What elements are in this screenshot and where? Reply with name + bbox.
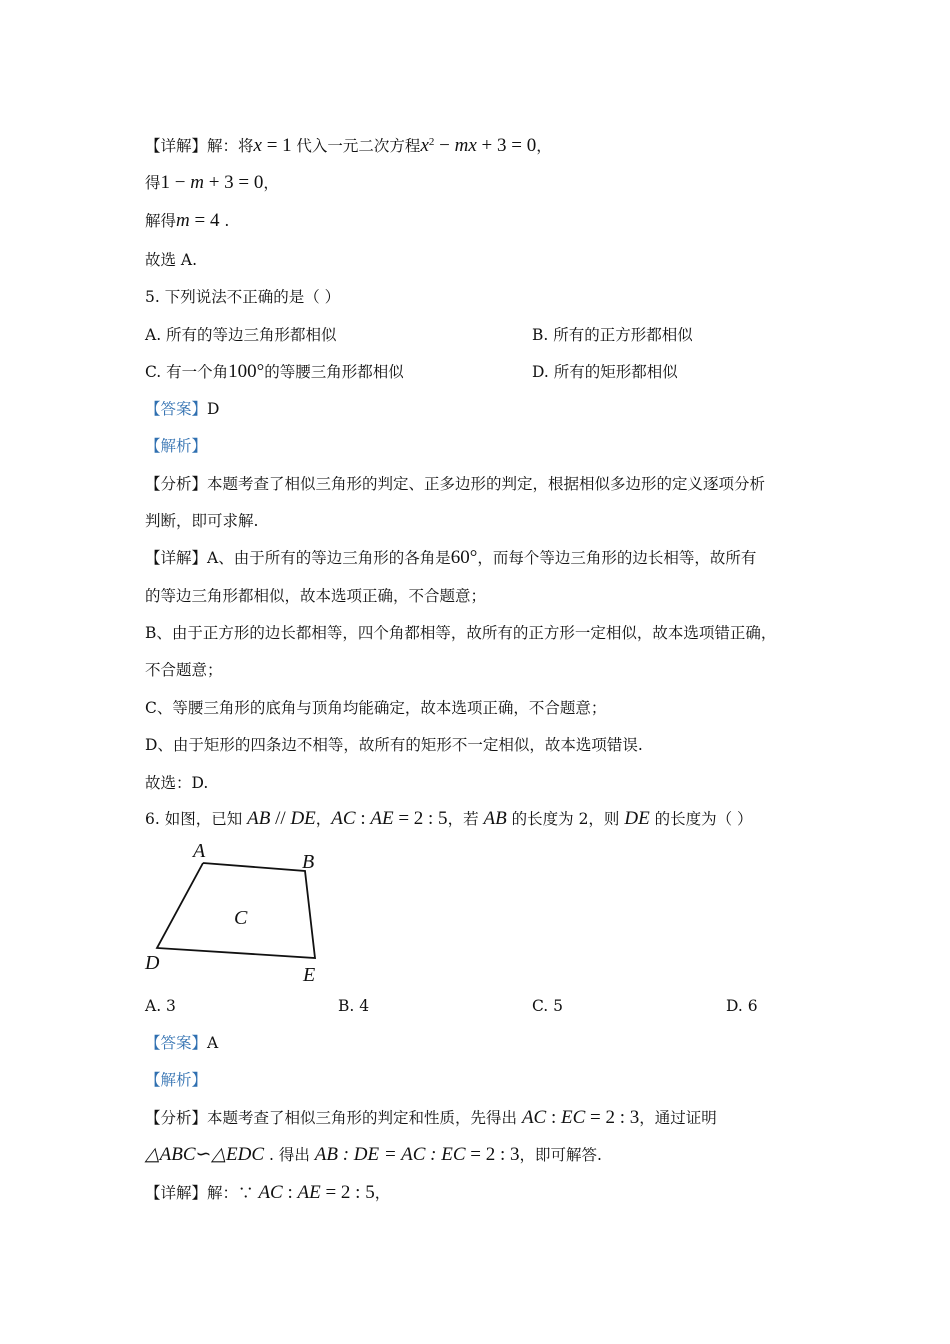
punct: ，: [536, 137, 552, 156]
answer-value: D: [207, 400, 220, 418]
text: C. 有一个角: [145, 363, 229, 381]
math-var: DE: [290, 808, 316, 829]
math-var: AC: [521, 1107, 547, 1128]
math-var: EC: [561, 1107, 586, 1128]
text: 【分析】本题考查了相似三角形的判定和性质，先得出: [145, 1109, 522, 1127]
q6-option-d: D. 6: [726, 997, 758, 1015]
q5-analysis-tag: 【解析】: [145, 437, 208, 455]
math-var: x: [468, 135, 477, 157]
q6-option-b: B. 4: [338, 997, 370, 1015]
q5-answer: [145, 399, 219, 419]
q5-detail-line-5: C、等腰三角形的底角与顶角均能确定，故本选项正确，不合题意；: [145, 699, 607, 717]
q6-detail-line-1: 【详解】解：∵ AC : AE = 2 : 5，: [145, 1182, 391, 1203]
math-var: △EDC: [211, 1144, 265, 1165]
math-var: m: [176, 210, 190, 231]
question-6-stem: [145, 809, 753, 829]
q5-detail-line-4: 不合题意；: [145, 661, 223, 679]
text: 得: [145, 174, 161, 192]
math-var: x: [420, 135, 429, 157]
q6-option-a: A. 3: [145, 997, 176, 1015]
text: 的长度为（ ）: [649, 810, 753, 828]
math-var: AB: [483, 808, 507, 829]
math-var: AC: [258, 1182, 283, 1203]
solution-line-3: [145, 211, 229, 231]
select-line: 故选 A.: [145, 251, 198, 269]
text: ，通过证明: [639, 1109, 717, 1127]
text: 的等腰三角形都相似: [264, 363, 404, 381]
math-text: 1 −: [160, 172, 191, 193]
q5-detail-line-1: [145, 548, 756, 568]
geometry-figure: [140, 838, 340, 988]
question-5-stem: 5. 下列说法不正确的是（ ）: [145, 288, 341, 306]
q6-option-c: C. 5: [532, 997, 564, 1015]
math-var: AB : DE = AC : EC: [314, 1144, 466, 1165]
q6-analysis-tag: 【解析】: [145, 1071, 208, 1089]
text: 的长度为 2，则: [506, 810, 625, 828]
math-var: △ABC: [145, 1144, 196, 1165]
math-sup: 2: [428, 136, 435, 148]
text: ，即可解答.: [519, 1146, 602, 1164]
q6-answer: [145, 1033, 218, 1053]
detail-label: 【详解】解：将: [145, 137, 254, 156]
q5-option-c: [145, 362, 404, 382]
answer-tag: 【答案】: [145, 1034, 208, 1052]
math-text: :: [355, 808, 371, 829]
q5-detail-line-2: 的等边三角形都相似，故本选项正确，不合题意；: [145, 587, 487, 605]
punct: ，: [374, 1184, 391, 1202]
math-text: + 3 = 0: [476, 135, 537, 157]
label-d: D: [145, 952, 160, 974]
math-var: AC: [331, 808, 356, 829]
math-text: = 2 : 5: [393, 808, 448, 829]
q6-analysis-line-1: 【分析】本题考查了相似三角形的判定和性质，先得出 AC : EC = 2 : 3，通过证明: [145, 1107, 717, 1128]
answer-value: A: [207, 1034, 219, 1052]
math-text: = 1: [261, 135, 297, 157]
label-a: A: [193, 840, 206, 862]
math-text: + 3 = 0: [203, 172, 264, 193]
math-var: AE: [297, 1182, 321, 1203]
label-c: C: [234, 907, 248, 929]
text: 【详解】解：∵: [145, 1184, 259, 1202]
math-text: 60°: [450, 547, 478, 568]
solution-line-1: [145, 132, 552, 156]
punct: .: [219, 212, 230, 230]
answer-tag: 【答案】: [145, 400, 208, 418]
text: 【详解】A、由于所有的等边三角形的各角是: [145, 549, 451, 567]
math-text: = 2 : 3: [465, 1144, 520, 1165]
q5-detail-line-7: 故选：D.: [145, 774, 209, 792]
q5-option-b: B. 所有的正方形都相似: [532, 326, 693, 344]
math-var: x: [253, 135, 262, 157]
q5-option-d: D. 所有的矩形都相似: [532, 363, 678, 381]
punct: ，: [315, 810, 332, 828]
q5-analysis-line-1: 【分析】本题考查了相似三角形的判定、正多边形的判定，根据相似多边形的定义逐项分析: [145, 475, 766, 493]
text: . 得出: [264, 1146, 315, 1164]
q6-analysis-line-2: [145, 1145, 602, 1165]
label-e: E: [303, 964, 316, 986]
q5-detail-line-6: D、由于矩形的四条边不相等，故所有的矩形不一定相似，故本选项错误.: [145, 736, 643, 754]
similar-symbol: ∽: [195, 1144, 212, 1165]
q5-analysis-line-2: 判断，即可求解.: [145, 512, 259, 530]
solution-line-2: [145, 173, 279, 193]
text: 6. 如图，已知: [145, 810, 248, 828]
math-var: AB: [247, 808, 271, 829]
math-var: m: [190, 172, 204, 193]
math-text: = 2 : 5: [320, 1182, 375, 1203]
math-text: = 2 : 3: [585, 1107, 640, 1128]
math-var: DE: [624, 808, 650, 829]
q5-option-a: A. 所有的等边三角形都相似: [145, 326, 337, 344]
math-text: −: [434, 135, 455, 157]
label-b: B: [302, 851, 315, 873]
text: ，若: [447, 810, 484, 828]
math-var: m: [454, 135, 469, 157]
punct: ，: [263, 174, 279, 192]
text: ，而每个等边三角形的边长相等，故所有: [477, 549, 757, 567]
text: 代入一元二次方程: [296, 137, 421, 156]
math-text: 100°: [228, 361, 265, 382]
q5-detail-line-3: B、由于正方形的边长都相等，四个角都相等，故所有的正方形一定相似，故本选项错正确，: [145, 624, 777, 642]
text: 解得: [145, 212, 177, 230]
math-var: AE: [370, 808, 394, 829]
math-text: = 4: [189, 210, 220, 231]
math-text: //: [270, 808, 291, 829]
